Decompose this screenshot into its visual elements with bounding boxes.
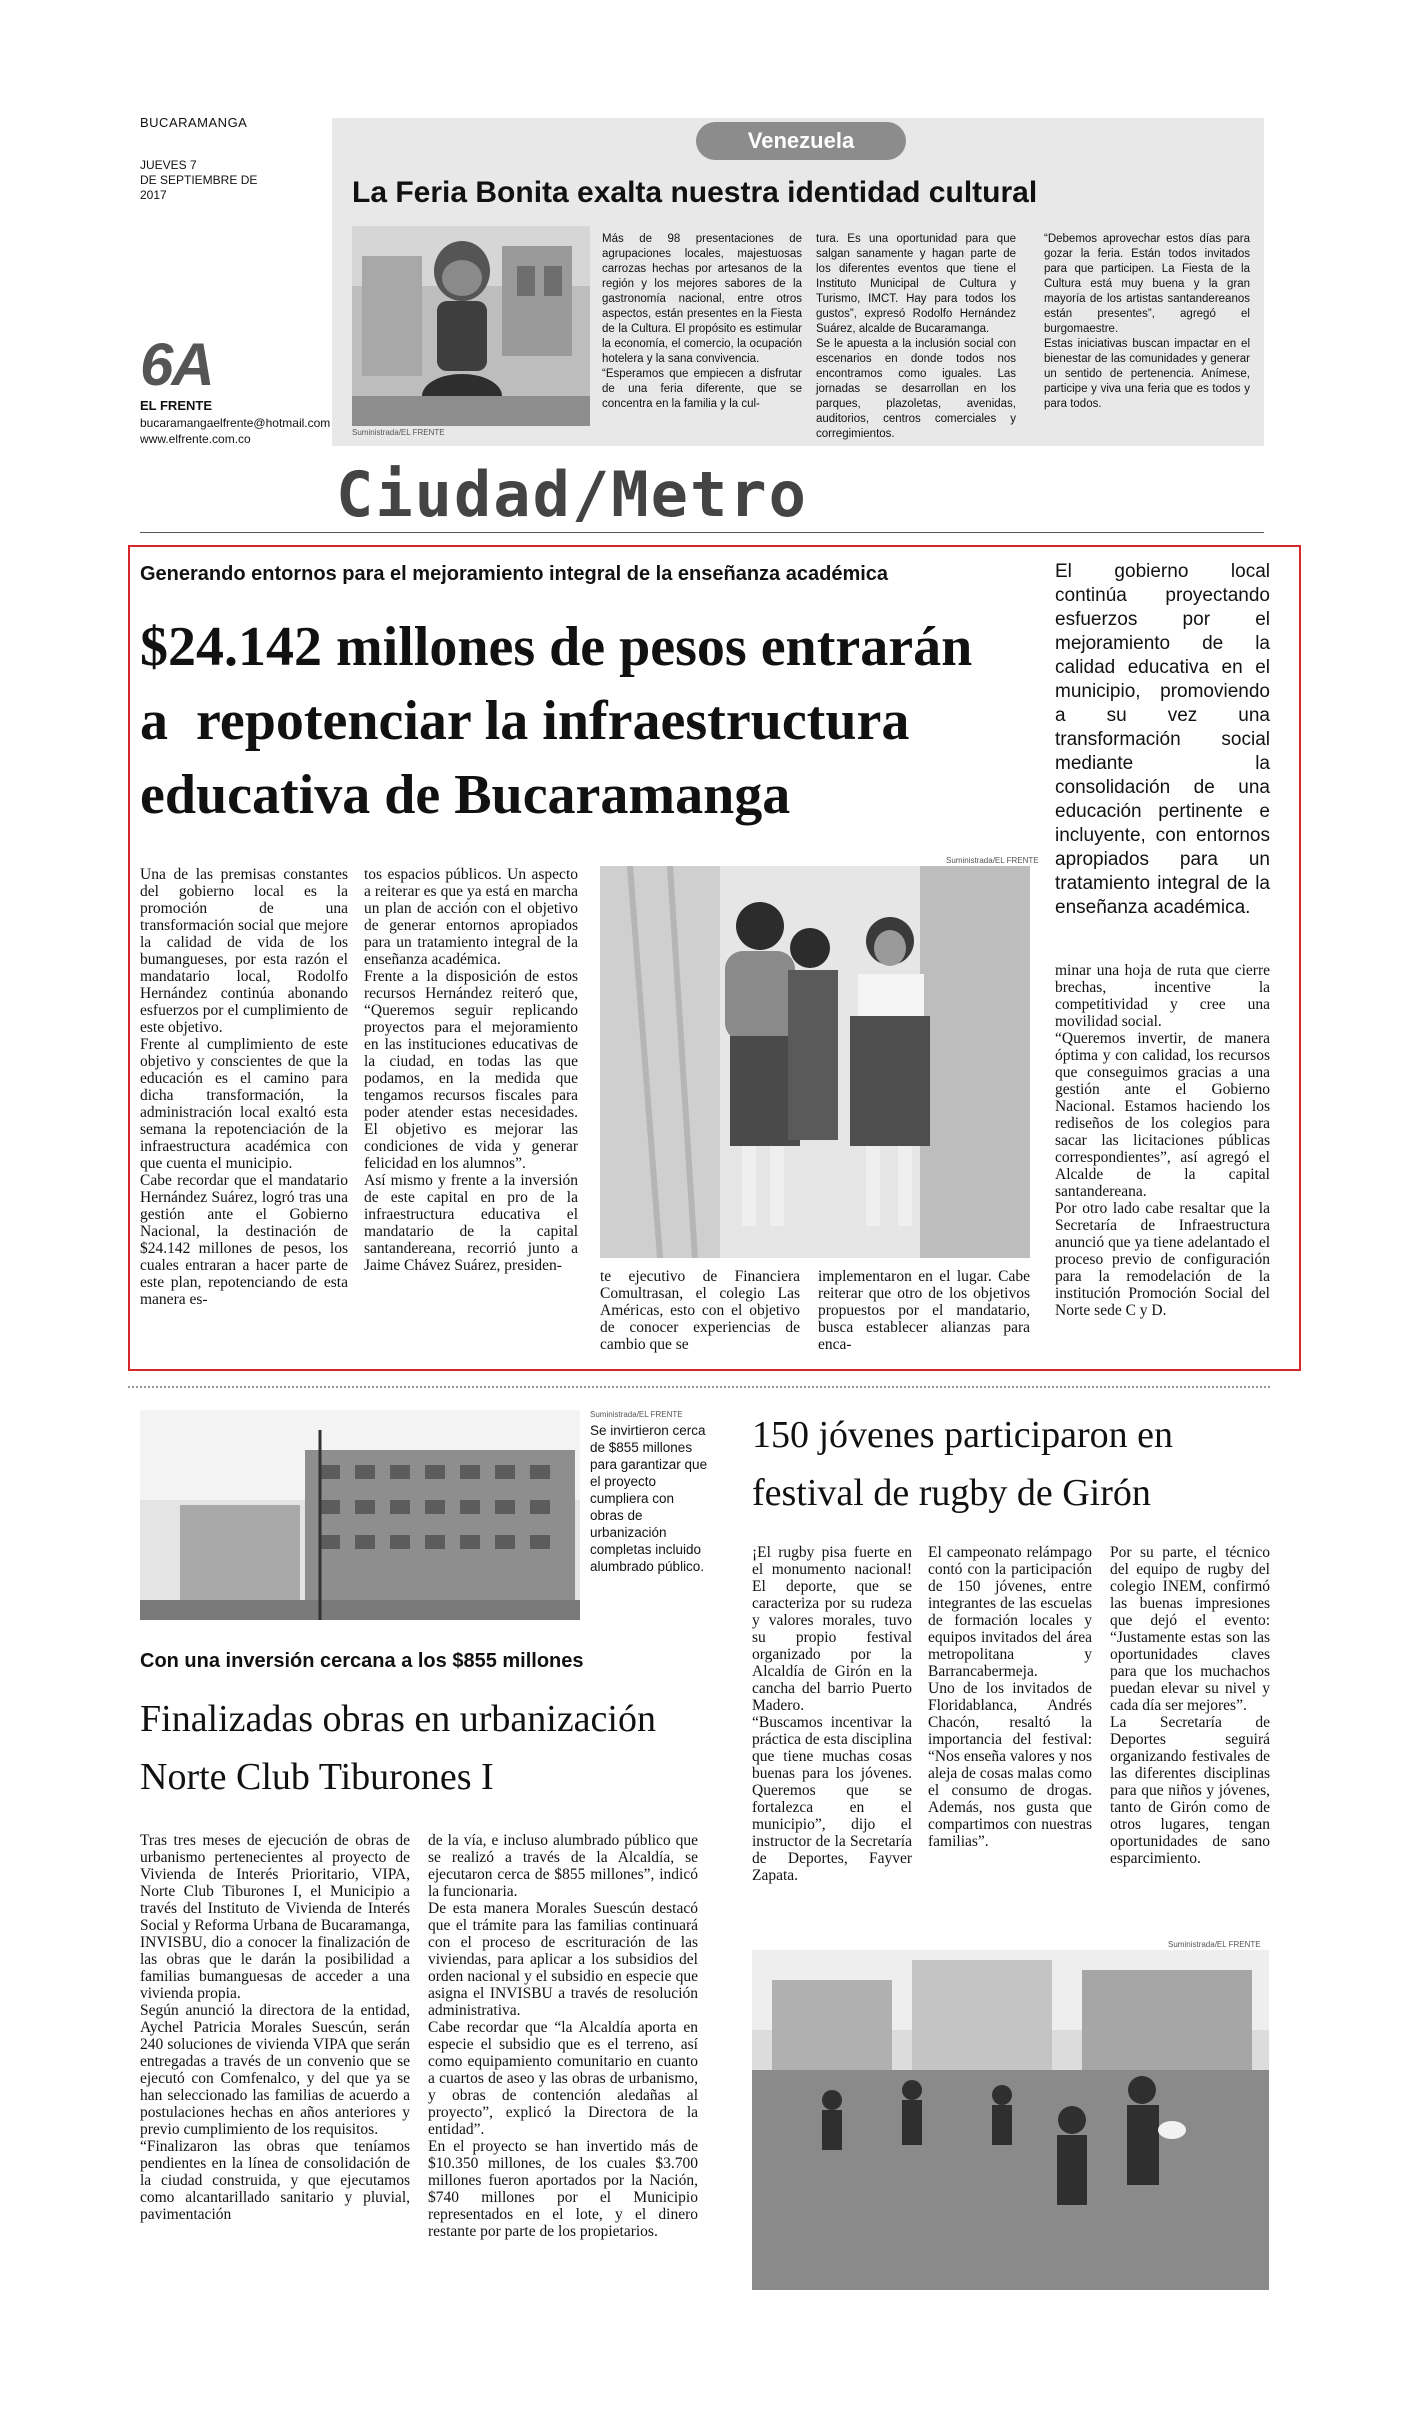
lead-headline <box>140 610 1040 832</box>
housing-col-1: Tras tres meses de ejecución de obras de urbanismo pertenecientes al proyecto de Vivienda de Interés Prioritario, VIPA, Norte Club Tiburones I, el Municipio a través del Instituto de Vivienda de Interés Social y Reforma Urbana de Bucaramanga, INVISBU, dio a conocer la finalización de las obras que le darán la posibilidad a familias bumanguesas de acceder a una vivienda propia. Según anunció la directora de la entidad, Aychel Patricia Morales Suescún, serán 240 soluciones de vivienda VIPA que serán entregadas a través de un convenio que se ejecutó con Comfenalco, y del que ya se han seleccionado las familias de acuerdo a postulaciones hechas en años anteriores y previo cumplimiento de los requisitos. “Finalizaron las obras que teníamos pendientes en la línea de consolidación de la ciudad construida, y que ejecutamos como alcantarillado sanitario y pluvial, pavimentación <box>140 1832 410 2223</box>
lead-headline-line-2: a repotenciar la infraestructura <box>140 690 910 752</box>
paper-name: EL FRENTE <box>140 398 212 413</box>
housing-photo-credit: Suministrada/EL FRENTE <box>590 1410 683 1419</box>
rugby-photo <box>752 1950 1269 2290</box>
housing-headline-line-2: Norte Club Tiburones I <box>140 1756 494 1798</box>
lead-photo-credit: Suministrada/EL FRENTE <box>946 856 1039 865</box>
masthead-city: BUCARAMANGA <box>140 115 248 130</box>
rugby-headline <box>752 1406 1272 1522</box>
lead-headline-line-1: $24.142 millones de pesos entrarán <box>140 616 973 678</box>
lead-headline-line-3: educativa de Bucaramanga <box>140 764 791 826</box>
section-divider <box>128 1386 1270 1388</box>
rugby-headline-line-2: festival de rugby de Girón <box>752 1472 1151 1514</box>
rugby-col-3: Por su parte, el técnico del equipo de rugby del colegio INEM, confirmó las buenas impresiones que dejó el evento: “Justamente estas son las oportunidades claves para que los muchachos puedan elevar su nivel y cada día ser mejores”. La Secretaría de Deportes seguirá organizando festivales de las diferentes disciplinas para que niños y jóvenes, tanto de Girón como de otros lugares, tengan oportunidades de sano esparcimiento. <box>1110 1544 1270 1867</box>
lead-col-4: implementaron en el lugar. Cabe reiterar que otro de los objetivos propuestos por el mandatario, busca establecer alianzas para enca- <box>818 1268 1030 1353</box>
top-story-col-3: “Debemos aprovechar estos días para gozar la feria. Están todos invitados para que participen. La Fiesta de la Cultura está muy buena y la gran mayoría de los artistas santandereanos están presentes”, agregó el burgomaestre. Estas iniciativas buscan impactar en el bienestar de las comunidades y generar un sentido de pertenencia. Anímese, participe y viva una feria que es todos y para todos. <box>1044 233 1250 410</box>
housing-photo <box>140 1410 580 1620</box>
section-tag: Venezuela <box>696 122 906 160</box>
top-story-col-1: Más de 98 presentaciones de agrupaciones locales, majestuosas carrozas hechas por artesanos de la región y los mejores sabores de la gastronomía nacional, entre otros aspectos, están presentes en la Fiesta de la Cultura. El propósito es estimular la economía, el comercio, la ocupación hotelera y la sana convivencia. “Esperamos que empiecen a disfrutar de una feria diferente, que se concentra en la familia y la cul- <box>602 233 802 410</box>
paper-web: www.elfrente.com.co <box>140 432 251 446</box>
rugby-col-2: El campeonato relámpago contó con la participación de 150 jóvenes, entre integrantes de las escuelas de formación locales y equipos invitados del área metropolitana y Barrancabermeja. Uno de los invitados de Floridablanca, Andrés Chacón, resaltó la importancia del festival: “Nos enseña valores y nos aleja de cosas malas como el consumo de drogas. Además, nos gusta que compartimos con nuestras familias”. <box>928 1544 1092 1850</box>
top-photo-credit: Suministrada/EL FRENTE <box>352 428 445 437</box>
sculpture-photo <box>352 226 590 426</box>
lead-kicker: Generando entornos para el mejoramiento integral de la enseñanza académica <box>140 563 889 585</box>
lead-col-5: minar una hoja de ruta que cierre brechas, incentive la competitividad y cree una movilidad social. “Queremos invertir, de manera óptima y con calidad, los recursos que conseguimos gracias a una gestión ante el Gobierno Nacional. Estamos haciendo los rediseños de los colegios para sacar las licitaciones públicas correspondientes”, así agregó el Alcalde de la capital santandereana. Por otro lado cabe resaltar que la Secretaría de Infraestructura anunció que ya tiene adelantado el proceso previo de configuración para la remodelación de la institución Promoción Social del Norte sede C y D. <box>1055 962 1270 1319</box>
rugby-photo-credit: Suministrada/EL FRENTE <box>1168 1940 1261 1949</box>
rugby-col-1: ¡El rugby pisa fuerte en el monumento nacional! El deporte, que se caracteriza por su rudeza y valores morales, tuvo su propio festival organizado por la Alcaldía de Girón en la cancha del barrio Puerto Madero. “Buscamos incentivar la práctica de esta disciplina que tiene muchas cosas buenas para los jóvenes. Queremos que se fortalezca en el municipio”, dijo el instructor de la Secretaría de Deportes, Fayver Zapata. <box>752 1544 912 1884</box>
housing-headline <box>140 1690 720 1806</box>
housing-kicker: Con una inversión cercana a los $855 millones <box>140 1650 584 1672</box>
lead-col-1: Una de las premisas constantes del gobierno local es la promoción de una transformación social que mejore la calidad de vida de los bumangueses, por esta razón el mandatario local, Rodolfo Hernández continúa abonando esfuerzos por el cumplimiento de este objetivo. Frente al cumplimiento de este objetivo y conscientes de que la educación es el camino para dicha transformación, la administración local exaltó esta semana la repotenciación de la infraestructura académica con que cuenta el municipio. Cabe recordar que el mandatario Hernández Suárez, logró tras una gestión ante el Gobierno Nacional, la destinación de $24.142 millones de pesos, los cuales entraran a hacer parte de este plan, repotenciando de esta manera es- <box>140 866 348 1308</box>
lead-summary: El gobierno local continúa proyectando esfuerzos por el mejoramiento de la calidad educativa en el municipio, promoviendo a su vez una transformación social mediante la consolidación de una educación pertinente e incluyente, con entornos apropiados para un tratamiento integral de la enseñanza académica. <box>1055 561 1270 918</box>
section-rule <box>140 532 1264 533</box>
page-number: 6A <box>140 331 213 398</box>
lead-col-3: te ejecutivo de Financiera Comultrasan, el colegio Las Américas, esto con el objetivo de conocer experiencias de cambio que se <box>600 1268 800 1353</box>
top-story-col-2: tura. Es una oportunidad para que salgan sanamente y hagan parte de los diferentes eventos que tiene el Instituto Municipal de Cultura y Turismo, IMCT. Hay para todos los gustos”, expresó Rodolfo Hernández Suárez, alcalde de Bucaramanga. Se le apuesta a la inclusión social con escenarios en donde todos nos encontramos como iguales. Las jornadas se desarrollan en los parques, plazoletas, avenidas, auditorios, centros comerciales y corregimientos. <box>816 233 1016 440</box>
masthead-date: JUEVES 7 DE SEPTIEMBRE DE 2017 <box>140 158 258 202</box>
housing-col-2: de la vía, e incluso alumbrado público que se realizó a través de la Alcaldía, se ejecutaron cerca de $855 millones”, indicó la funcionaria. De esta manera Morales Suescún destacó que el trámite para las familias continuará con el proceso de escrituración de las viviendas, para aplicar a los subsidios del orden nacional y el subsidio en especie que asigna el INVISBU a través de resolución administrativa. Cabe recordar que “la Alcaldía aporta en especie el subsidio que es el terreno, así como equipamiento comunitario en cuanto a cuartos de aseo y las obras de urbanismo, y obras de contención aledañas al proyecto”, explicó la Directora de la entidad”. En el proyecto se han invertido más de $10.350 millones, de los cuales $3.700 millones fueron aportados por la Nación, $740 millones por el Municipio representados en el lote, y el dinero restante por parte de los propietarios. <box>428 1832 698 2240</box>
top-story-headline: La Feria Bonita exalta nuestra identidad cultural <box>352 176 1038 209</box>
students-photo <box>600 866 1030 1258</box>
rugby-headline-line-1: 150 jóvenes participaron en <box>752 1414 1174 1456</box>
housing-caption: Se invirtieron cerca de $855 millones para garantizar que el proyecto cumpliera con obras de urbanización completas incluido alumbrado público. <box>590 1423 708 1574</box>
lead-col-2: tos espacios públicos. Un aspecto a reiterar es que ya está en marcha un plan de acción con el objetivo de generar entornos apropiados para un tratamiento integral de la enseñanza académica. Frente a la disposición de estos recursos Hernández reiteró que, “Queremos seguir replicando proyectos para el mejoramiento en las instituciones educativas de la ciudad, en todas las que podamos, en la medida que tengamos recursos fiscales para poder atender estas necesidades. El objetivo es mejorar las condiciones de vida y generar felicidad en los alumnos”. Así mismo y frente a la inversión de este capital en pro de la infraestructura educativa el mandatario de la capital santandereana, recorrió junto a Jaime Chávez Suárez, presiden- <box>364 866 578 1274</box>
section-title: Ciudad/Metro <box>336 458 808 531</box>
paper-email: bucaramangaelfrente@hotmail.com <box>140 416 331 430</box>
housing-headline-line-1: Finalizadas obras en urbanización <box>140 1698 656 1740</box>
